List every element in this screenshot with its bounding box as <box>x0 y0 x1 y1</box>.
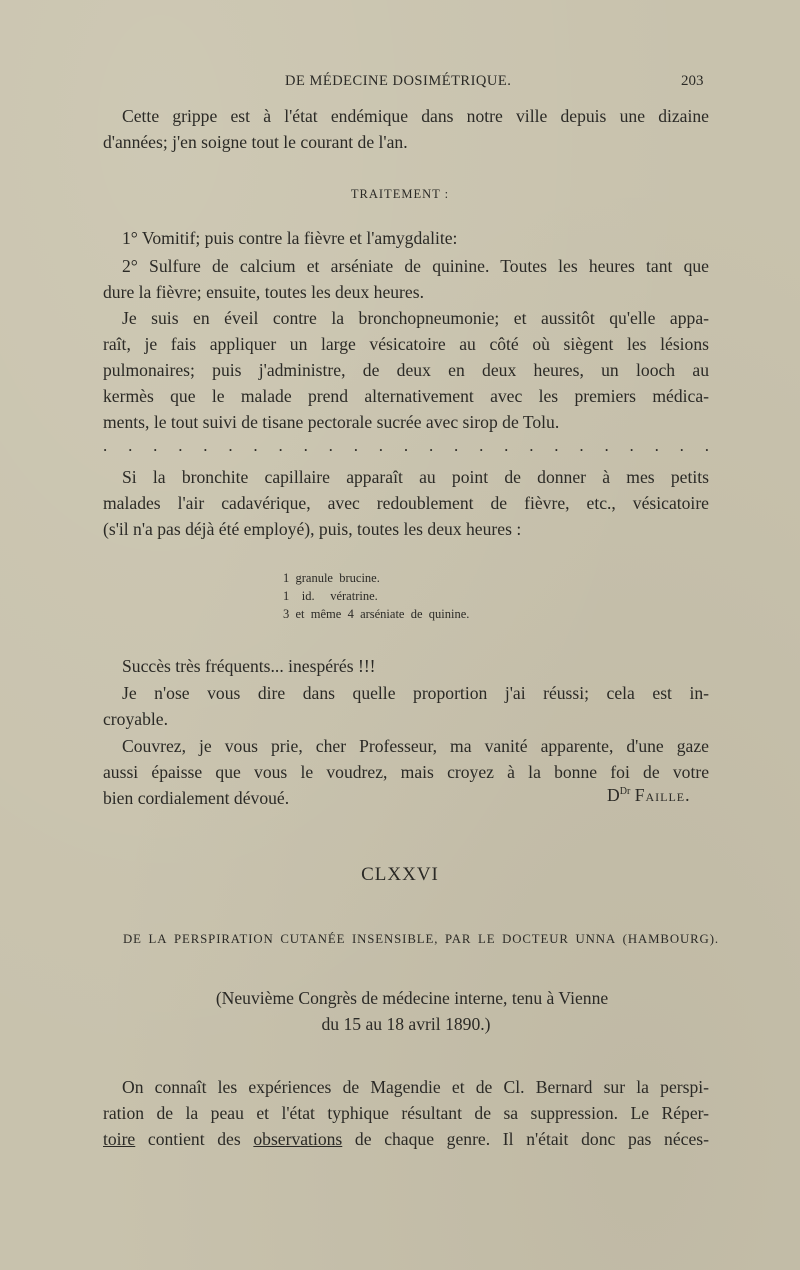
signature <box>607 785 691 806</box>
paragraph-line: ration de la peau et l'état typhique résultant de sa suppression. Le Réper- <box>103 1103 709 1123</box>
section-heading: TRAITEMENT : <box>350 187 450 201</box>
paragraph-line: Couvrez, je vous prie, cher Professeur, ma vanité apparente, d'une gaze <box>122 736 709 756</box>
treatment-line: dure la fièvre; ensuite, toutes les deux heures. <box>103 282 424 302</box>
text-run: contient des <box>135 1129 254 1149</box>
underlined-word: toire <box>103 1129 136 1149</box>
article-title <box>123 932 719 947</box>
treatment-line: kermès que le malade prend alternativement avec les premiers médica- <box>103 386 709 406</box>
treatment-line: pulmonaires; puis j'administre, de deux en deux heures, un looch au <box>103 360 709 380</box>
paragraph-line: Je n'ose vous dire dans quelle proportion j'ai réussi; cela est in- <box>122 683 709 703</box>
title-word: UNNA <box>575 932 617 946</box>
article-subtitle-line: du 15 au 18 avril 1890.) <box>321 1014 491 1034</box>
treatment-line: 1° Vomitif; puis contre la fièvre et l'amygdalite: <box>122 228 458 248</box>
treatment-line: 2° Sulfure de calcium et arséniate de quinine. Toutes les heures tant que <box>122 256 709 276</box>
treatment-line: raît, je fais appliquer un large vésicatoire au côté où siègent les lésions <box>103 334 709 354</box>
prescription-line: 1 granule brucine. <box>283 571 380 585</box>
paragraph-line: d'années; j'en soigne tout le courant de l'an. <box>103 132 408 152</box>
title-word: DE <box>123 932 142 946</box>
prescription-line: 3 et même 4 arséniate de quinine. <box>283 607 470 621</box>
ellipsis-separator <box>103 436 709 456</box>
prescription-line: 1 id. vératrine. <box>283 589 378 603</box>
dots-text: . . . . . . . . . . . . . . . . . . . . . . . . . <box>103 436 709 455</box>
title-word: CUTANÉE <box>280 932 346 946</box>
title-word: (HAMBOURG). <box>622 932 719 946</box>
paragraph-line: malades l'air cadavérique, avec redoublement de fièvre, etc., vésicatoire <box>103 493 709 513</box>
title-word: LA <box>148 932 168 946</box>
signature-title: $D^{Dr}$ <box>607 785 631 805</box>
title-word: LE <box>478 932 496 946</box>
paragraph-line: Si la bronchite capillaire apparaît au point de donner à mes petits <box>122 467 709 487</box>
treatment-line: Je suis en éveil contre la bronchopneumonie; et aussitôt qu'elle appa- <box>122 308 709 328</box>
paragraph-line <box>103 1126 709 1152</box>
title-word: PAR <box>444 932 472 946</box>
paragraph-line: (s'il n'a pas déjà été employé), puis, toutes les deux heures : <box>103 519 522 539</box>
paragraph-line: aussi épaisse que vous le voudrez, mais croyez à la bonne foi de votre <box>103 762 709 782</box>
text-run: de chaque genre. Il n'était donc pas néces- <box>342 1129 709 1149</box>
paragraph-line: On connaît les expériences de Magendie et de Cl. Bernard sur la perspi- <box>122 1077 709 1097</box>
paragraph-line: bien cordialement dévoué. <box>103 788 290 808</box>
signature-name: Faille. <box>634 785 691 805</box>
paragraph-line: Cette grippe est à l'état endémique dans notre ville depuis une dizaine <box>122 106 709 126</box>
underlined-word: observations <box>253 1129 343 1149</box>
title-word: PERSPIRATION <box>174 932 274 946</box>
running-title: DE MÉDECINE DOSIMÉTRIQUE. <box>285 73 512 89</box>
page-number: 203 <box>681 73 704 89</box>
paragraph-line: croyable. <box>103 709 168 729</box>
article-subtitle-line: (Neuvième Congrès de médecine interne, tenu à Vienne <box>215 988 609 1008</box>
signature-title-text: Dr <box>619 786 631 798</box>
paragraph-line: Succès très fréquents... inespérés !!! <box>122 656 376 676</box>
chapter-number: CLXXVI <box>361 864 439 885</box>
treatment-line: ments, le tout suivi de tisane pectorale sucrée avec sirop de Tolu. <box>103 412 560 432</box>
title-word: DOCTEUR <box>502 932 569 946</box>
title-word: INSENSIBLE, <box>351 932 439 946</box>
